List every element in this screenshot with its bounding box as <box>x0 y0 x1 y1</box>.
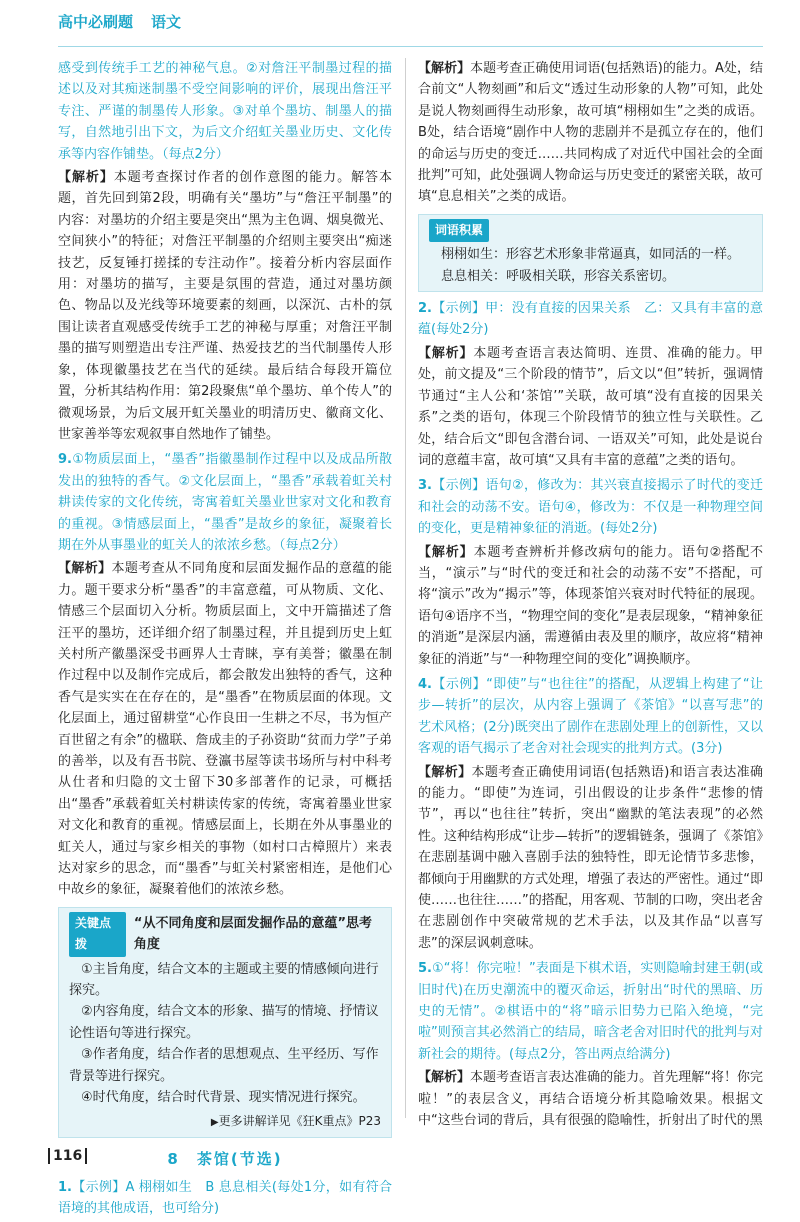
answer-text: ①物质层面上，“墨香”指徽墨制作过程中以及成品所散发出的独特的香气。②文化层面上，“墨香”承载着虹关村耕读传家的文化传统，寄寓着虹关墨业世家对文化和教育的重视。③情感层面上，“墨香”是故乡的象征，凝聚着长期在外从事墨业的虹关人的浓浓乡愁。（每点2分） <box>58 452 392 553</box>
analysis-text: 本题考查从不同角度和层面发掘作品的意蕴的能力。题干要求分析“墨香”的丰富意蕴，可从物质、文化、情感三个层面切入分析。物质层面上，文中开篇描述了詹汪平的墨坊，还详细介绍了制墨过程，并且提到历史上虹关村所产徽墨深受书画界人士青睐，享有美誉；徽墨在制作过程中以及制作完成后，都会散发出独特的香气，这种香气是实实在在存在的，是“墨香”在物质层面的体现。文化层面上，通过留耕堂“心作良田一生耕之不尽，书为恒产百世留之有余”的楹联、詹成圭的子孙资助“贫而力学”子弟的善举，以及有吾书院、登瀛书屋等读书场所与村中科考从仕者和归隐的文士留下30多部著作的记录，可概括出“墨香”承载着虹关村耕读传家的传统，寄寓着墨业世家对文化和教育的重视。情感层面上，长期在外从事墨业的虹关人，通过与家乡相关的事物（如村口古樟照片）来表达对家乡的思念，而“墨香”与虹关村紧密相连，是他们心中故乡的象征，凝聚着他们的浓浓乡愁。 <box>58 561 392 898</box>
right-column <box>418 58 763 1136</box>
analysis-text: 本题考查探讨作者的创作意图的能力。解答本题，首先回到第2段，明确有关“墨坊”与“詹汪平制墨”的内容：对墨坊的介绍主要是突出“黑为主色调、烟臭微光、空间狭小”的特征；对詹汪平制墨的介绍则主要突出“痴迷技艺，反复锤打搓揉的专注动作”。接着分析内容层面作用：对墨坊的描写，主要是氛围的营造，通过对墨坊颜色、物品以及光线等环境要素的刻画，以深沉、古朴的氛围让读者直观感受传统手工艺的神秘与厚重；对詹汪平制墨的描写则塑造出专注严谨、热爱技艺的当代制墨传人形象，体现徽墨技艺在当代的延续。最后结合每段开篇位置，分析其结构作用：第2段聚焦“单个墨坊、单个传人”的微观场景，为后文展开虹关墨业的明清历史、徽商文化、世家善举等宏观叙事自然地作了铺垫。 <box>58 170 392 442</box>
q5-analysis <box>418 1067 763 1131</box>
question-number: 4. <box>418 676 432 692</box>
key-point-item: ③作者角度，结合作者的思想观点、生平经历、写作背景等进行探究。 <box>69 1047 379 1084</box>
vocab-header <box>429 219 752 242</box>
analysis-label: 【解析】 <box>418 764 472 780</box>
section-title: 茶馆(节选) <box>196 1149 283 1168</box>
question-number: 3. <box>418 478 432 494</box>
question-number: 9. <box>58 452 72 468</box>
key-point-title: “从不同角度和层面发掘作品的意蕴”思考角度 <box>133 915 373 953</box>
page-header <box>58 6 181 36</box>
section-number: 8 <box>167 1149 180 1168</box>
analysis-label: 【解析】 <box>58 170 114 186</box>
vocab-item: 息息相关：呼吸相关联，形容关系密切。 <box>441 268 676 284</box>
vocab-tag: 词语积累 <box>429 219 489 242</box>
key-point-item: ②内容角度，结合文本的形象、描写的情境、抒情议论性语句等进行探究。 <box>69 1004 379 1041</box>
answer-text: 【示例】语句②，修改为：其兴衰直接揭示了时代的变迁和社会的动荡不安。语句④，修改为：不仅是一种物理空间的变化，更是精神象征的消逝。(每处2分) <box>418 478 763 537</box>
q4-answer <box>418 674 763 760</box>
answer-text: 【示例】A 栩栩如生 B 息息相关(每处1分，如有符合语境的其他成语，也可给分) <box>58 1179 392 1217</box>
vocab-box <box>418 214 763 292</box>
analysis-text: 本题考查正确使用词语(包括熟语)和语言表达准确的能力。“即使”为连词，引出假设的让步条件“悲惨的情节”，再以“也往往”转折，突出“幽默的笔法表现”的必然性。这种结构形成“让步—转折”的逻辑链条，强调了《茶馆》在悲剧基调中融入喜剧手法的独特性，即无论情节多悲惨，都倾向于用幽默的方式处理，增强了表达的严密性。通过“即使……也往往……”的搭配，用客观、节制的口吻，突出老舍在悲剧创作中突破常规的艺术手法，以及其作品“以喜写悲”的深层讽刺意味。 <box>418 764 763 951</box>
q2-answer <box>418 298 763 341</box>
q1-analysis <box>418 58 763 208</box>
answer-text: ①“将！你完啦！”表面是下棋术语，实则隐喻封建王朝(或旧时代)在历史潮流中的覆灭命运，折射出“时代的黑暗、历史的无情”。②棋语中的“将”暗示旧势力已陷入绝境，“完啦”则预言其必然消亡的结局，暗含老舍对旧时代的批判与对新社会的期待。(每点2分，答出两点给满分) <box>418 961 763 1062</box>
triangle-icon: ▶ <box>210 1116 219 1128</box>
more-explanation <box>69 1111 381 1133</box>
q2-analysis <box>418 343 763 471</box>
header-rule <box>58 46 763 47</box>
book-title: 高中必刷题 <box>58 12 134 31</box>
answer-text: 【示例】“即使”与“也往往”的搭配，从逻辑上构建了“让步—转折”的层次，从内容上强调了《茶馆》“以喜写悲”的艺术风格；(2分)既突出了剧作在悲剧处理上的创新性，又以客观的语气揭示了老舍对社会现实的批判方式。(3分) <box>418 676 763 757</box>
continued-answer: 感受到传统手工艺的神秘气息。②对詹汪平制墨过程的描述以及对其痴迷制墨不受空间影响的评价，展现出詹汪平专注、严谨的制墨传人形象。③对单个墨坊、制墨人的描写，自然地引出下文，为后文介绍虹关墨业历史、文化传承等内容作铺垫。（每点2分） <box>58 61 392 162</box>
analysis-text: 本题考查语言表达准确的能力。首先理解“将！你完啦！”的表层含义，再结合语境分析其隐喻效果。根据文中“这些台词的背后，具有很强的隐喻性，折射出了时代的黑 <box>418 1070 763 1129</box>
q3-answer <box>418 475 763 539</box>
section-heading <box>58 1148 392 1169</box>
key-point-item: ④时代角度，结合时代背景、现实情况进行探究。 <box>81 1090 366 1106</box>
key-point-tag: 关键点拨 <box>69 912 126 957</box>
left-column <box>58 58 392 1222</box>
q4-analysis <box>418 762 763 955</box>
answer-text: 【示例】甲：没有直接的因果关系 乙：又具有丰富的意蕴(每处2分) <box>418 301 763 338</box>
analysis-label: 【解析】 <box>418 345 474 361</box>
analysis-label: 【解析】 <box>418 1070 471 1086</box>
column-divider <box>405 58 406 1118</box>
q5-answer <box>418 958 763 1065</box>
question-number: 5. <box>418 961 432 977</box>
subject-label: 语文 <box>151 12 182 31</box>
analysis-text: 本题考查正确使用词语(包括熟语)的能力。A处，结合前文“人物刻画”和后文“透过生动形象的人物”可知，此处是说人物刻画得生动形象，故可填“栩栩如生”之类的成语。B处，结合语境“剧作中人物的悲剧并不是孤立存在的，他们的命运与历史的变迁……共同构成了对近代中国社会的全面批判”可知，此处强调人物命运与历史变迁的紧密关联，故可填“息息相关”之类的成语。 <box>418 61 763 205</box>
more-text: 更多讲解详见《狂K重点》P23 <box>218 1113 381 1128</box>
key-point-box <box>58 907 392 1138</box>
q3-analysis <box>418 542 763 670</box>
key-point-header <box>69 912 381 957</box>
q9-analysis <box>58 558 392 901</box>
analysis-label: 【解析】 <box>58 561 112 577</box>
question-number: 1. <box>58 1179 72 1195</box>
analysis-text: 本题考查语言表达简明、连贯、准确的能力。甲处，前文提及“三个阶段的情节”，后文以“但”转折，强调情节通过“主人公和‘茶馆’”关联，故可填“没有直接的因果关系”之类的语句，体现三个阶段情节的独立性与关联性。乙处，结合后文“即包含潜台词、一语双关”可知，此处是说台词的意蕴丰富，故可填“又具有丰富的意蕴”之类的语句。 <box>418 345 763 468</box>
question-number: 2. <box>418 301 432 317</box>
analysis-label: 【解析】 <box>418 544 474 560</box>
key-point-item: ①主旨角度，结合文本的主题或主要的情感倾向进行探究。 <box>69 961 379 999</box>
page-number: 116 <box>48 1148 87 1164</box>
analysis-label: 【解析】 <box>418 61 471 76</box>
vocab-item: 栩栩如生：形容艺术形象非常逼真，如同活的一样。 <box>441 247 741 263</box>
q9-answer <box>58 449 392 556</box>
q1-answer <box>58 1177 392 1220</box>
continued-analysis <box>58 167 392 445</box>
analysis-text: 本题考查辨析并修改病句的能力。语句②搭配不当，“演示”与“时代的变迁和社会的动荡不安”不搭配，可将“演示”改为“揭示”等，体现茶馆兴衰对时代特征的展现。语句④语序不当，“物理空间的变化”是表层现象，“精神象征的消逝”是深层内涵，需遵循由表及里的顺序，故应将“精神象征的消逝”与“一种物理空间的变化”调换顺序。 <box>418 544 763 667</box>
